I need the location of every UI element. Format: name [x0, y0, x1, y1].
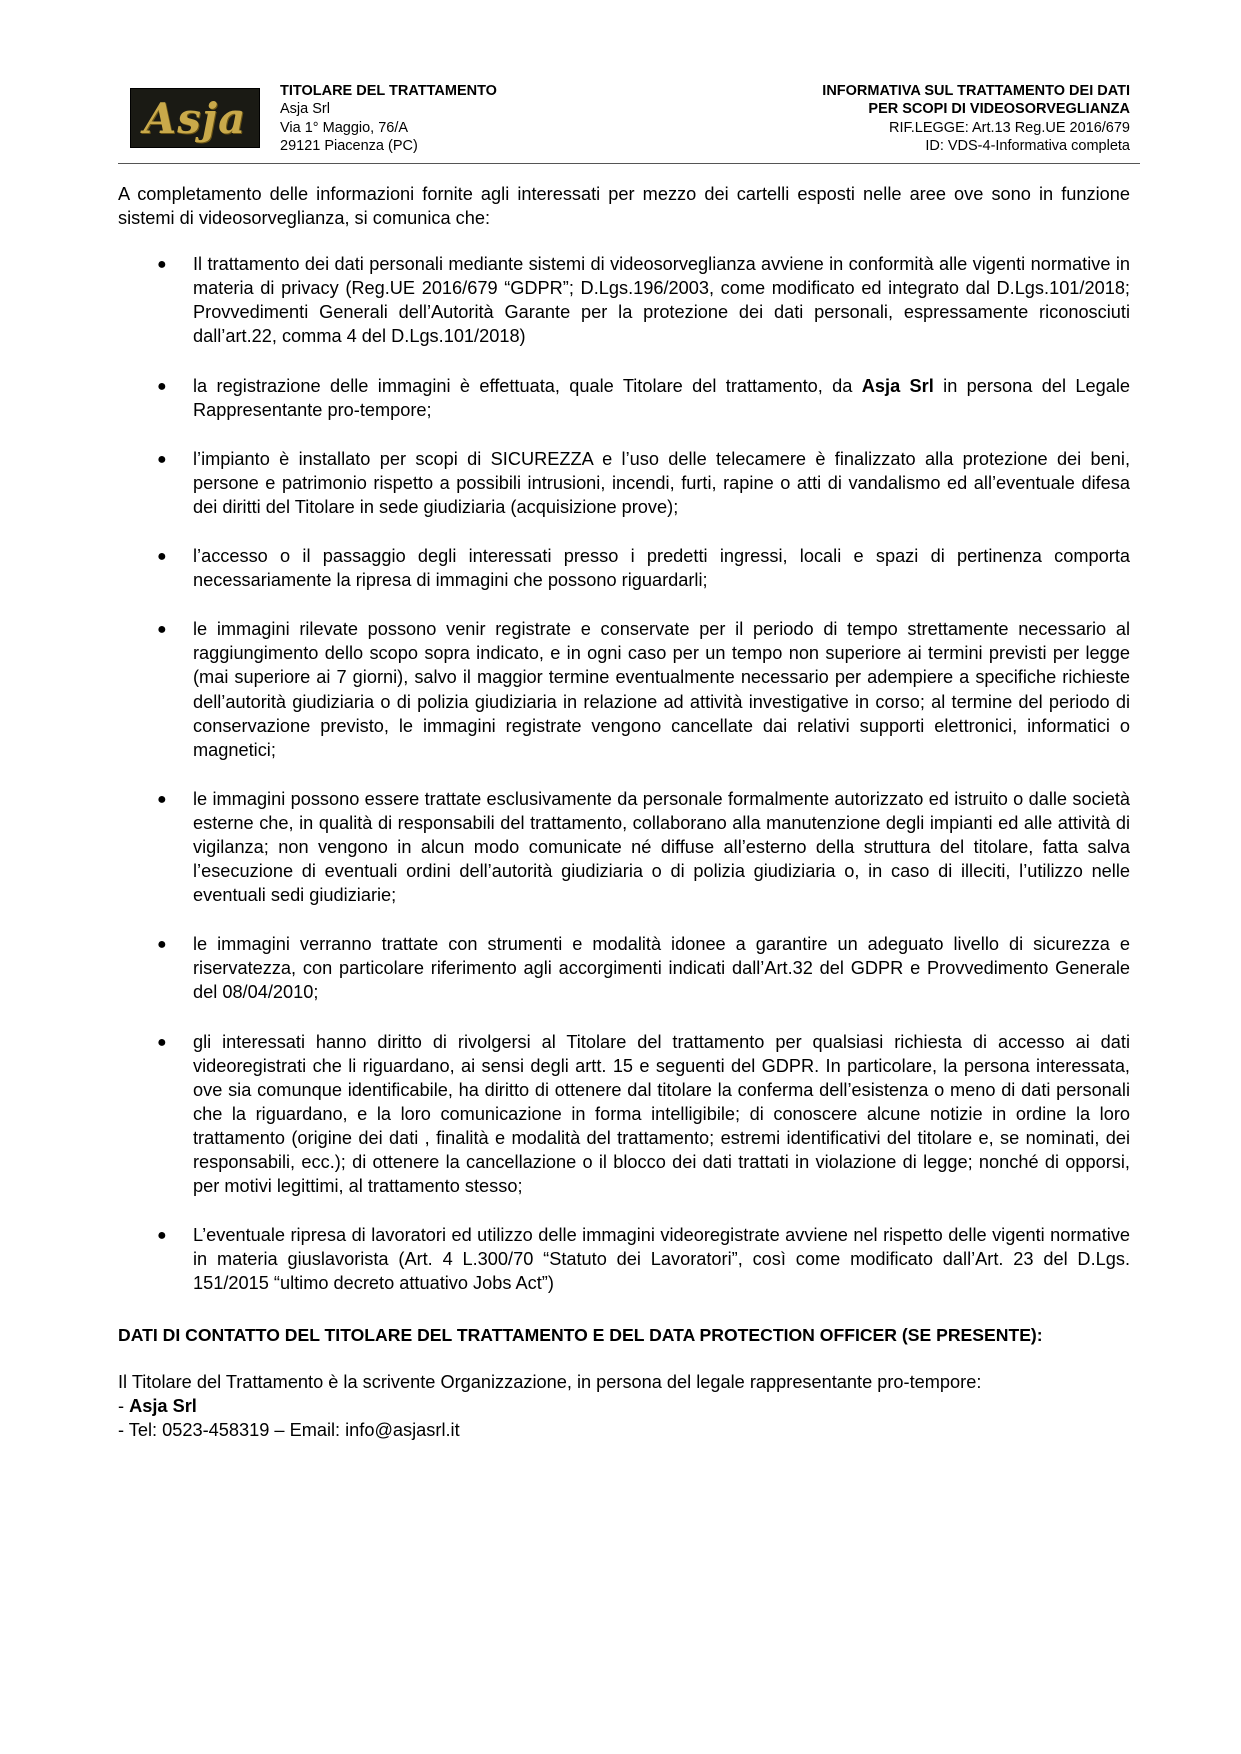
- doc-title-line1: INFORMATIVA SUL TRATTAMENTO DEI DATI: [822, 83, 1130, 99]
- controller-name: Asja Srl: [280, 101, 330, 118]
- list-item: ● l’accesso o il passaggio degli interessati presso i predetti ingressi, locali e spazi di pertinenza comporta necessariamente la ripresa di immagini che possono riguardarli;: [157, 546, 1130, 591]
- controller-title: TITOLARE DEL TRATTAMENTO: [280, 83, 497, 99]
- bullet-icon: ●: [157, 1033, 167, 1051]
- contacts-company: Asja Srl: [129, 1395, 197, 1416]
- bullet-icon: ●: [157, 450, 167, 468]
- data-controller-block: [280, 82, 497, 156]
- intro-paragraph: A completamento delle informazioni fornite agli interessati per mezzo dei cartelli esposti nelle aree ove sono in funzione sistemi di videosorveglianza, si comunica che:: [118, 184, 1130, 229]
- contacts-phone-email: - Tel: 0523-458319 – Email: info@asjasrl.it: [118, 1419, 460, 1440]
- document-header: [118, 78, 1140, 164]
- contacts-intro: Il Titolare del Trattamento è la scrivente Organizzazione, in persona del legale rappresentante pro-tempore:: [118, 1371, 982, 1392]
- doc-title-line2: PER SCOPI DI VIDEOSORVEGLIANZA: [868, 101, 1130, 118]
- list-item: ● le immagini possono essere trattate esclusivamente da personale formalmente autorizzato ed istruito o dalle società esterne che, in qualità di responsabili del trattamento, collaborano alla manutenzione degli impianti ed alle attività di vigilanza; non vengono in alcun modo comunicate né diffuse all’esterno della struttura del titolare, fatta salva l’esecuzione di eventuali ordini dell’autorità giudiziaria o di polizia giudiziaria o, in caso di illeciti, l’utilizzo nelle eventuali sedi giudiziarie;: [157, 788, 1130, 906]
- bullet-icon: ●: [157, 621, 167, 639]
- document-info-block: [822, 82, 1130, 156]
- list-item: ● le immagini rilevate possono venir registrate e conservate per il periodo di tempo strettamente necessario al raggiungimento dello scopo sopra indicato, e in ogni caso per un tempo non superiore ai termini previsti per legge (mai superiore ai 7 giorni), salvo il maggior termine eventualmente necessario per adempiere a specifiche richieste dell’autorità giudiziaria o di polizia giudiziaria in relazione ad attività investigative in corso; al termine del periodo di conservazione previsto, le immagini registrate vengono cancellate dai relativi supporti elettronici, informatici o magnetici;: [157, 619, 1130, 760]
- list-item: ● Il trattamento dei dati personali mediante sistemi di videosorveglianza avviene in conformità alle vigenti normative in materia di privacy (Reg.UE 2016/679 “GDPR”; D.Lgs.196/2003, come modificato ed integrato dal D.Lgs.101/2018; Provvedimenti Generali dell’Autorità Garante per la protezione dei dati personali, espressamente riconosciuti dall’art.22, comma 4 del D.Lgs.101/2018): [157, 254, 1130, 347]
- document-body: [118, 182, 1130, 1442]
- bullet-icon: ●: [157, 790, 167, 808]
- list-item: ● l’impianto è installato per scopi di SICUREZZA e l’uso delle telecamere è finalizzato alla protezione dei beni, persone e patrimonio rispetto a possibili intrusioni, incendi, furti, rapine o atti di vandalismo ed all’eventuale difesa dei diritti del Titolare in sede giudiziaria (acquisizione prove);: [157, 448, 1130, 517]
- logo-text: Asja: [143, 93, 247, 143]
- bullet-icon: ●: [157, 936, 167, 954]
- list-item: ● gli interessati hanno diritto di rivolgersi al Titolare del trattamento per qualsiasi richiesta di accesso ai dati videoregistrati che li riguardano, ai sensi degli artt. 15 e seguenti del GDPR. In particolare, la persona interessata, ove sia comunque identificabile, ha diritto di ottenere dal titolare la conferma dell’esistenza o meno di dati personali che la riguardano, e la loro comunicazione in forma intelligibile; di conoscere alcune notizie in ordine la loro trattamento (origine dei dati , finalità e modalità del trattamento; estremi identificativi del titolare e, se nominati, dei responsabili, ecc.); di ottenere la cancellazione o il blocco dei dati trattati in violazione di legge; nonché di opporsi, per motivi legittimi, al trattamento stesso;: [157, 1031, 1130, 1197]
- contacts-company-line: - Asja Srl: [118, 1395, 197, 1416]
- notice-list: [118, 252, 1130, 1295]
- list-item: ● la registrazione delle immagini è effettuata, quale Titolare del trattamento, da Asja Srl in persona del Legale Rappresentante pro-tempore;: [157, 375, 1131, 420]
- bullet-icon: ●: [157, 1227, 167, 1245]
- bullet-icon: ●: [157, 256, 167, 274]
- company-logo: [130, 88, 260, 148]
- contacts-heading: DATI DI CONTATTO DEL TITOLARE DEL TRATTAMENTO E DEL DATA PROTECTION OFFICER (SE PRESENTE):: [118, 1325, 1043, 1346]
- list-item: ● le immagini verranno trattate con strumenti e modalità idonee a garantire un adeguato livello di sicurezza e riservatezza, con particolare riferimento agli accorgimenti indicati dall’Art.32 del GDPR e Provvedimento Generale del 08/04/2010;: [157, 934, 1130, 1003]
- doc-reference: RIF.LEGGE: Art.13 Reg.UE 2016/679: [889, 119, 1130, 136]
- list-item: ● L’eventuale ripresa di lavoratori ed utilizzo delle immagini videoregistrate avviene nel rispetto delle vigenti normative in materia giuslavorista (Art. 4 L.300/70 “Statuto dei Lavoratori”, così come modificato dall’Art. 23 del D.Lgs. 151/2015 “ultimo decreto attuativo Jobs Act”): [157, 1225, 1130, 1294]
- company-name: Asja Srl: [861, 375, 934, 396]
- bullet-icon: ●: [157, 548, 167, 566]
- controller-city: 29121 Piacenza (PC): [280, 138, 418, 155]
- controller-address: Via 1° Maggio, 76/A: [280, 119, 409, 136]
- bullet-icon: ●: [157, 377, 167, 395]
- doc-id: ID: VDS-4-Informativa completa: [925, 138, 1130, 155]
